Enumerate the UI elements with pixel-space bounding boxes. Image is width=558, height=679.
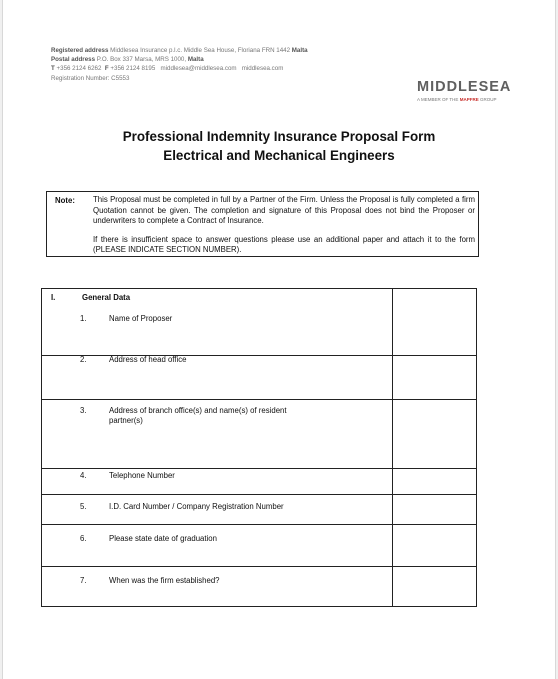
question-label: Please state date of graduation [109,534,217,543]
logo-tag-suffix: GROUP [479,97,497,102]
telephone-number: +356 2124 6262 [56,65,102,73]
postal-address-line [51,55,381,64]
question-number: 7. [80,576,87,585]
company-header [51,46,381,83]
contact-email: middlesea@middlesea.com [160,65,237,73]
section-number: I. [51,293,56,302]
question-number: 6. [80,534,87,543]
registered-address-country: Malta [291,47,308,54]
title-line-2: Electrical and Mechanical Engineers [163,148,395,163]
postal-address-country: Malta [187,56,204,64]
note-label: Note: [55,196,75,205]
general-data-table [41,288,477,607]
question-label: When was the firm established? [109,576,220,585]
question-label: I.D. Card Number / Company Registration Number [109,502,284,511]
registered-address-text: Middlesea Insurance p.l.c. Middle Sea House, Floriana FRN 1442 [110,47,291,54]
note-paragraph-2: If there is insufficient space to answer questions please use an additional paper and attach it to the form (PLEASE INDICATE SECTION NUMBER). [93,234,475,255]
question-label: Name of Proposer [109,314,173,323]
contact-line [51,64,381,73]
telephone-label: T [51,65,55,73]
row-divider [42,399,476,400]
title-line-1: Professional Indemnity Insurance Proposal Form [122,129,436,144]
logo-tag-prefix: A MEMBER OF THE [417,97,459,102]
fax-number: +356 2124 8195 [110,65,156,73]
registered-address-label: Registered address [51,47,109,54]
postal-address-label: Postal address [51,56,96,64]
row-divider [42,524,476,525]
question-label: Address of branch office(s) and name(s) of resident partner(s) [109,406,287,426]
section-title: General Data [82,293,131,302]
question-number: 4. [80,471,87,480]
answer-column-divider [392,289,393,606]
logo-wordmark: MIDDLESEA [417,79,512,95]
document-title [3,127,555,165]
company-logo [417,80,517,102]
fax-label: F [104,65,109,73]
document-page [2,0,556,679]
logo-tagline [417,97,517,102]
note-paragraph-1: This Proposal must be completed in full by a Partner of the Firm. Unless the Proposal is fully completed a firm Quotation cannot be given. The completion and signature of this Proposal does not bind the Proposer or underwriters to complete a Contract of Insurance. [93,195,475,226]
row-divider [42,468,476,469]
note-box [46,191,479,257]
contact-website: middlesea.com [241,65,284,73]
question-label: Address of head office [109,355,187,364]
question-number: 5. [80,502,87,511]
row-divider [42,566,476,567]
note-body [93,195,475,264]
question-number: 3. [80,406,87,415]
row-divider [42,494,476,495]
question-number: 1. [80,314,87,323]
logo-tag-brand: MAPFRE [459,97,479,102]
registered-address-line [51,46,381,55]
registration-number: Registration Number: C5553 [51,74,130,82]
postal-address-text: P.O. Box 337 Marsa, MRS 1000, [96,56,187,64]
question-label: Telephone Number [109,471,175,480]
question-number: 2. [80,355,87,364]
